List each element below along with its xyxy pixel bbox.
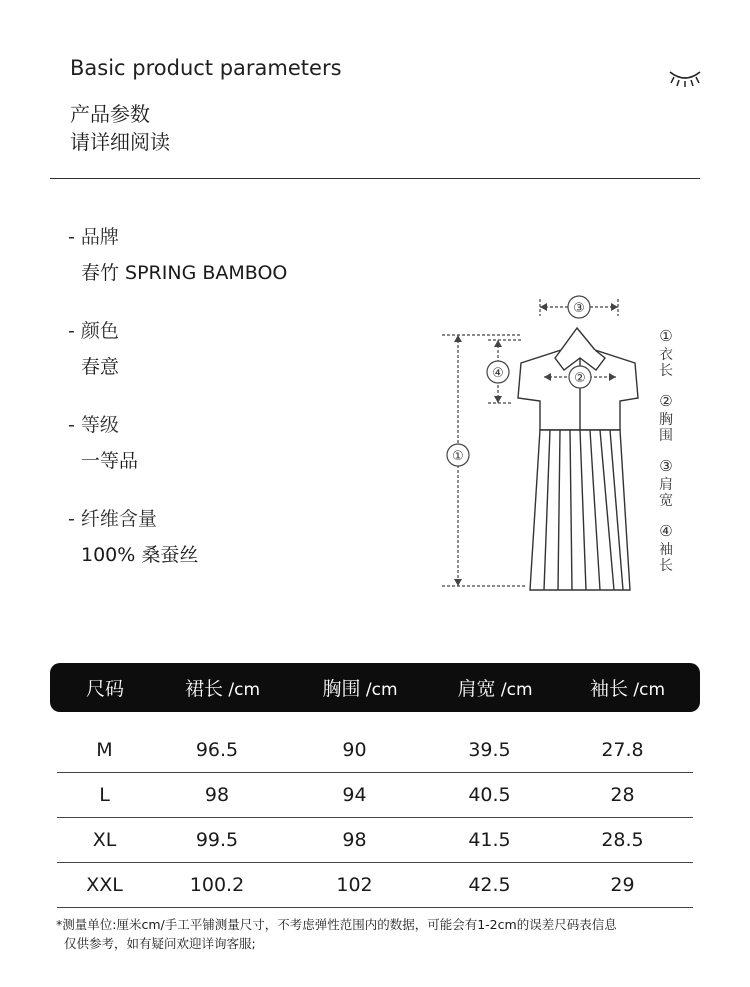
closed-eye-icon [667, 62, 703, 92]
marker-4: ④ [492, 366, 504, 381]
cell-chest: 94 [342, 784, 367, 806]
legend-num: ④ [659, 522, 673, 540]
legend-item [656, 393, 676, 444]
param-fiber [68, 504, 198, 570]
param-grade [68, 410, 138, 476]
measurement-note [56, 915, 706, 953]
table-row [57, 773, 693, 818]
cell-size: XL [92, 829, 117, 851]
legend-num: ① [659, 327, 673, 345]
header-divider [50, 178, 700, 179]
cell-skirt-length: 100.2 [189, 874, 245, 896]
cell-sleeve: 29 [610, 874, 635, 896]
cell-skirt-length: 98 [204, 784, 230, 806]
legend-item [656, 523, 676, 574]
cell-sleeve: 28 [610, 784, 635, 806]
legend-char: 宽 [659, 493, 673, 509]
size-table-body [57, 728, 693, 908]
legend-num: ② [659, 392, 673, 410]
marker-2: ② [574, 371, 586, 386]
cell-shoulder: 41.5 [468, 829, 511, 851]
param-value: 一等品 [81, 450, 139, 472]
cell-skirt-length: 96.5 [195, 739, 239, 761]
param-color [68, 316, 119, 382]
header-size: 尺码 [85, 678, 124, 700]
cell-sleeve: 27.8 [601, 739, 644, 761]
note-line-2: 仅供参考，如有疑问欢迎详询客服; [64, 936, 256, 951]
legend-char: 长 [659, 363, 673, 379]
table-row [57, 818, 693, 863]
param-label: - 颜色 [68, 320, 119, 342]
measurement-legend [656, 328, 676, 588]
cell-shoulder: 39.5 [468, 739, 511, 761]
param-value: 春意 [81, 356, 120, 378]
legend-item [656, 458, 676, 509]
header-chest: 胸围 /cm [322, 678, 398, 700]
title-cn-line-1: 产品参数 [70, 102, 150, 126]
header-shoulder: 肩宽 /cm [457, 678, 533, 700]
cell-shoulder: 40.5 [468, 784, 511, 806]
legend-char: 衣 [659, 347, 673, 363]
legend-char: 长 [659, 558, 673, 574]
legend-char: 胸 [659, 412, 673, 428]
cell-sleeve: 28.5 [601, 829, 644, 851]
header-sleeve: 袖长 /cm [589, 678, 666, 700]
header-skirt-length: 裙长 /cm [184, 678, 261, 700]
marker-3: ③ [573, 301, 585, 316]
cell-chest: 90 [342, 739, 367, 761]
cell-size: L [99, 784, 110, 806]
param-label: - 等级 [68, 414, 119, 436]
cell-skirt-length: 99.5 [195, 829, 239, 851]
legend-item [656, 328, 676, 379]
size-table-header [50, 663, 700, 712]
param-value: 100% 桑蚕丝 [81, 544, 199, 566]
cell-chest: 98 [342, 829, 367, 851]
cell-chest: 102 [336, 874, 373, 896]
cell-shoulder: 42.5 [468, 874, 511, 896]
param-label: - 纤维含量 [68, 508, 157, 530]
marker-1: ① [452, 449, 464, 464]
legend-char: 肩 [659, 477, 673, 493]
legend-char: 袖 [659, 542, 673, 558]
legend-char: 围 [659, 428, 673, 444]
title-en: Basic product parameters [70, 56, 342, 80]
table-row [57, 728, 693, 773]
legend-num: ③ [659, 457, 673, 475]
param-brand [68, 222, 287, 288]
param-value: 春竹 SPRING BAMBOO [81, 262, 288, 284]
param-label: - 品牌 [68, 226, 119, 248]
table-row [57, 863, 693, 908]
cell-size: XXL [86, 874, 123, 896]
title-cn-line-2: 请详细阅读 [70, 130, 170, 154]
cell-size: M [96, 739, 113, 761]
note-line-1: *测量单位:厘米cm/手工平铺测量尺寸，不考虑弹性范围内的数据，可能会有1-2cm的误差尺码表信息 [56, 917, 617, 932]
title-cn [70, 100, 170, 156]
dress-measurement-diagram [430, 290, 680, 600]
